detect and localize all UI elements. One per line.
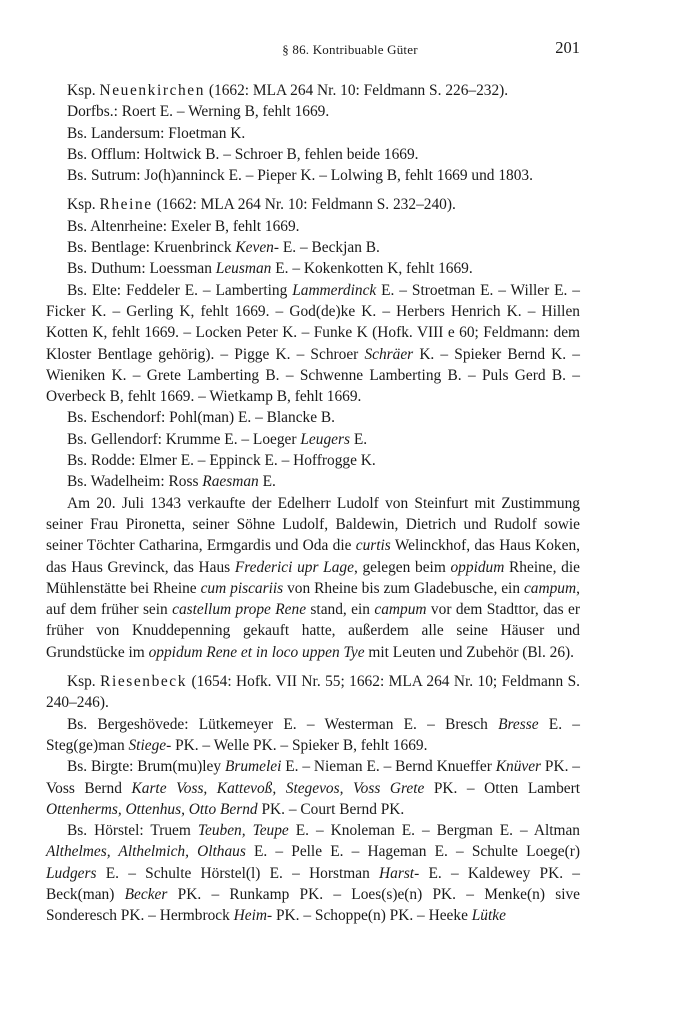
parish-name: Neuenkirchen (99, 82, 206, 99)
entry-dorfbs: Dorfbs.: Roert E. – Werning B, fehlt 1669. (67, 103, 330, 121)
page-body (46, 80, 580, 927)
entry-altenrheine: Bs. Altenrheine: Exeler B, fehlt 1669. (67, 217, 300, 235)
entry-sutrum: Bs. Sutrum: Jo(h)anninck E. – Pieper K. – Lolwing B, fehlt 1669 und 1803. (67, 167, 533, 185)
entry-gellendorf: Bs. Gellendorf: Krumme E. – Loeger Leugers E. (67, 430, 368, 448)
entry-offlum: Bs. Offlum: Holtwick B. – Schroer B, fehlen beide 1669. (67, 145, 419, 163)
entry-rodde: Bs. Rodde: Elmer E. – Eppinck E. – Hoffrogge K. (67, 452, 376, 470)
entry-elte: Bs. Elte: Feddeler E. – Lamberting Lammerdinck E. – Stroetman E. – Willer E. – Ficker K. – Gerling K, fehlt 1669. – God(de)ke K. – Herbers Henrich K. – Hillen Kotten K, fehlt 1669. – Locken Peter K. – Funke K (Hofk. VIII e 60; Feldmann: dem Kloster Bentlage gehörig). – Pigge K. – Schroer Schräer K. – Spieker Bernd K. – Wieniken K. – Grete Lamberting B. – Schwenne Lamberting B. – Puls Gerd B. – Overbeck B, fehlt 1669. – Wietkamp B, fehlt 1669. (46, 281, 580, 406)
entry-duthum: Bs. Duthum: Loessman Leusman E. – Kokenkotten K, fehlt 1669. (67, 260, 473, 278)
parish-name: Riesenbeck (100, 673, 188, 691)
page-number: 201 (555, 38, 580, 57)
parish-rheine: Ksp. Rheine (1662: MLA 264 Nr. 10: Feldmann S. 232–240). (67, 196, 456, 214)
entry-landersum: Bs. Landersum: Floetman K. (67, 124, 246, 142)
parish-neuenkirchen: Ksp. Neuenkirchen (1662: MLA 264 Nr. 10: Feldmann S. 226–232). (67, 82, 509, 99)
running-head: § 86. Kontribuable Güter (282, 42, 418, 57)
entry-wadelheim: Bs. Wadelheim: Ross Raesman E. (67, 473, 276, 491)
entry-bergeshoevede: Bs. Bergeshövede: Lütkemeyer E. – Westerman E. – Bresch Bresse E. – Steg(ge)man Stiege- PK. – Welle PK. – Spieker B, fehlt 1669. (46, 715, 580, 754)
entry-birgte: Bs. Birgte: Brum(mu)ley Brumelei E. – Nieman E. – Bernd Knueffer Knüver PK. – Voss Bernd Karte Voss, Kattevoß, Stegevos, Voss Grete PK. – Otten Lambert Ottenherms, Ottenhus, Otto Bernd PK. – Court Bernd PK. (46, 758, 580, 818)
entry-eschendorf: Bs. Eschendorf: Pohl(man) E. – Blancke B. (67, 409, 336, 427)
entry-hoerstel: Bs. Hörstel: Truem Teuben, Teupe E. – Knoleman E. – Bergman E. – Altman Althelmes, Althelmich, Olthaus E. – Pelle E. – Hageman E. – Schulte Loege(r) Ludgers E. – Schulte Hörstel(l) E. – Horstman Harst- E. – Kaldewey PK. – Beck(man) Becker PK. – Runkamp PK. – Loes(s)e(n) PK. – Menke(n) sive Sonderesch PK. – Hermbrock Heim- PK. – Schoppe(n) PK. – Heeke Lütke (46, 822, 581, 925)
historical-note: Am 20. Juli 1343 verkaufte der Edelherr Ludolf von Steinfurt mit Zustimmung seiner Frau Pironetta, seiner Söhne Ludolf, Baldewin, Dietrich und Rudolf sowie seiner Töchter Catharina, Ermgardis und Oda die curtis Welinckhof, das Haus Koken, das Haus Grevinck, das Haus Frederici upr Lage, gelegen beim oppidum Rheine, die Mühlenstätte bei Rheine cum piscariis von Rheine bis zum Gladebusche, ein campum, auf dem früher sein castellum prope Rene stand, ein campum vor dem Stadttor, das er früher von Knuddepenning gekauft hatte, außerdem alle seine Häuser und Grundstücke im oppidum Rene et in loco uppen Tye mit Leuten und Zubehör (Bl. 26). (46, 494, 580, 661)
entry-bentlage: Bs. Bentlage: Kruenbrinck Keven- E. – Beckjan B. (67, 239, 380, 257)
parish-riesenbeck: Ksp. Riesenbeck (1654: Hofk. VII Nr. 55; 1662: MLA 264 Nr. 10; Feldmann S. 240–246). (46, 673, 580, 712)
parish-name: Rheine (99, 196, 153, 214)
